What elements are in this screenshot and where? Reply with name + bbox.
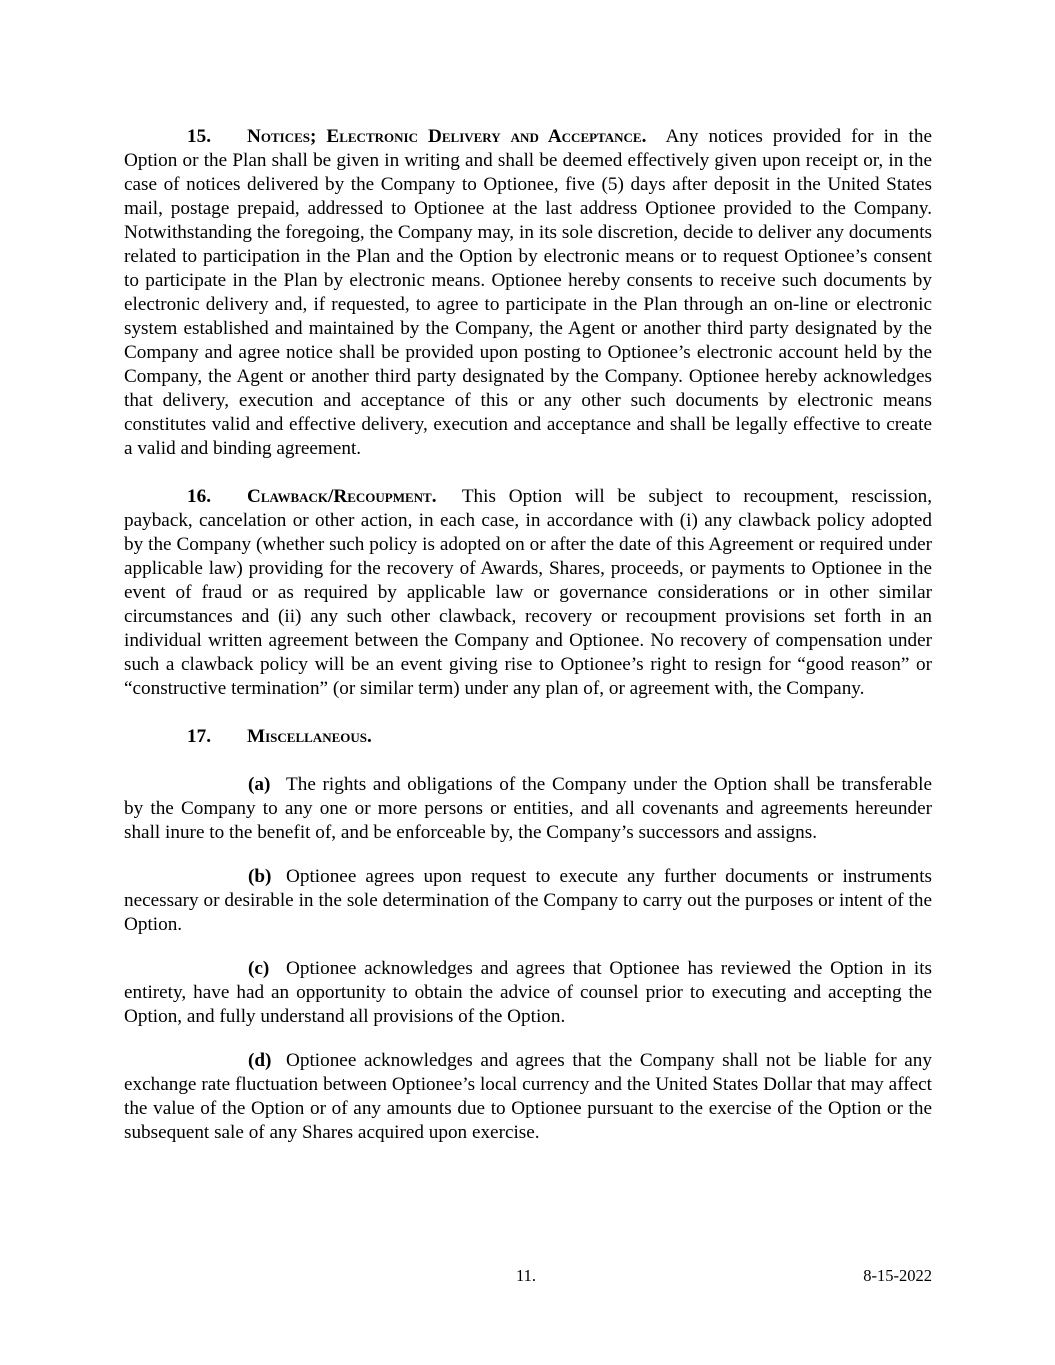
section-16-heading: Clawback/Recoupment. <box>247 486 437 507</box>
section-16 <box>124 485 932 701</box>
document-date: 8-15-2022 <box>863 1266 932 1285</box>
subsection-a-text: The rights and obligations of the Company under the Option shall be transferable by the Company to any one or more persons or entities, and all covenants and agreements hereunder shall inure to the benefit of, and be enforceable by, the Company’s successors and assigns. <box>124 774 932 843</box>
subsection-c <box>124 957 932 1029</box>
subsection-a-label: (a) <box>248 774 271 795</box>
section-15 <box>124 125 932 461</box>
section-17 <box>124 725 932 749</box>
section-15-number: 15. <box>187 126 211 147</box>
page-footer <box>124 1264 932 1288</box>
section-16-body: This Option will be subject to recoupment, rescission, payback, cancelation or other action, in each case, in accordance with (i) any clawback policy adopted by the Company (whether such policy is adopted on or after the date of this Agreement or required under applicable law) providing for the recovery of Awards, Shares, proceeds, or payments to Optionee in the event of fraud or as required by applicable law or governance considerations or in other similar circumstances and (ii) any such other clawback, recovery or recoupment provisions set forth in an individual written agreement between the Company and Optionee. No recovery of compensation under such a clawback policy will be an event giving rise to Optionee’s right to resign for “good reason” or “constructive termination” (or similar term) under any plan of, or agreement with, the Company. <box>124 486 933 699</box>
section-15-heading: Notices; Electronic Delivery and Acceptance. <box>247 126 647 147</box>
document-page <box>124 125 932 1165</box>
section-16-number: 16. <box>187 486 211 507</box>
subsection-d-label: (d) <box>248 1050 272 1071</box>
section-17-number: 17. <box>187 726 211 747</box>
subsection-b-text: Optionee agrees upon request to execute any further documents or instruments necessary or desirable in the sole determination of the Company to carry out the purposes or intent of the Option. <box>124 866 932 935</box>
subsection-c-label: (c) <box>248 958 270 979</box>
section-15-body: Any notices provided for in the Option or the Plan shall be given in writing and shall be deemed effectively given upon receipt or, in the case of notices delivered by the Company to Optionee, five (5) days after deposit in the United States mail, postage prepaid, addressed to Optionee at the last address Optionee provided to the Company. Notwithstanding the foregoing, the Company may, in its sole discretion, decide to deliver any documents related to participation in the Plan and the Option by electronic means or to request Optionee’s consent to participate in the Plan by electronic means. Optionee hereby consents to receive such documents by electronic delivery and, if requested, to agree to participate in the Plan through an on-line or electronic system established and maintained by the Company, the Agent or another third party designated by the Company and agree notice shall be provided upon posting to Optionee’s electronic account held by the Company, the Agent or another third party designated by the Company. Optionee hereby acknowledges that delivery, execution and acceptance of this or any other such documents by electronic means constitutes valid and effective delivery, execution and acceptance and shall be legally effective to create a valid and binding agreement. <box>124 126 932 459</box>
section-17-heading: Miscellaneous. <box>247 726 372 747</box>
subsection-a <box>124 773 932 845</box>
subsection-d <box>124 1049 932 1145</box>
page-number: 11. <box>516 1266 537 1285</box>
subsection-b-label: (b) <box>248 866 272 887</box>
subsection-c-text: Optionee acknowledges and agrees that Optionee has reviewed the Option in its entirety, have had an opportunity to obtain the advice of counsel prior to executing and accepting the Option, and fully understand all provisions of the Option. <box>124 958 932 1027</box>
subsection-d-text: Optionee acknowledges and agrees that the Company shall not be liable for any exchange rate fluctuation between Optionee’s local currency and the United States Dollar that may affect the value of the Option or of any amounts due to Optionee pursuant to the exercise of the Option or the subsequent sale of any Shares acquired upon exercise. <box>124 1050 932 1143</box>
subsection-b <box>124 865 932 937</box>
